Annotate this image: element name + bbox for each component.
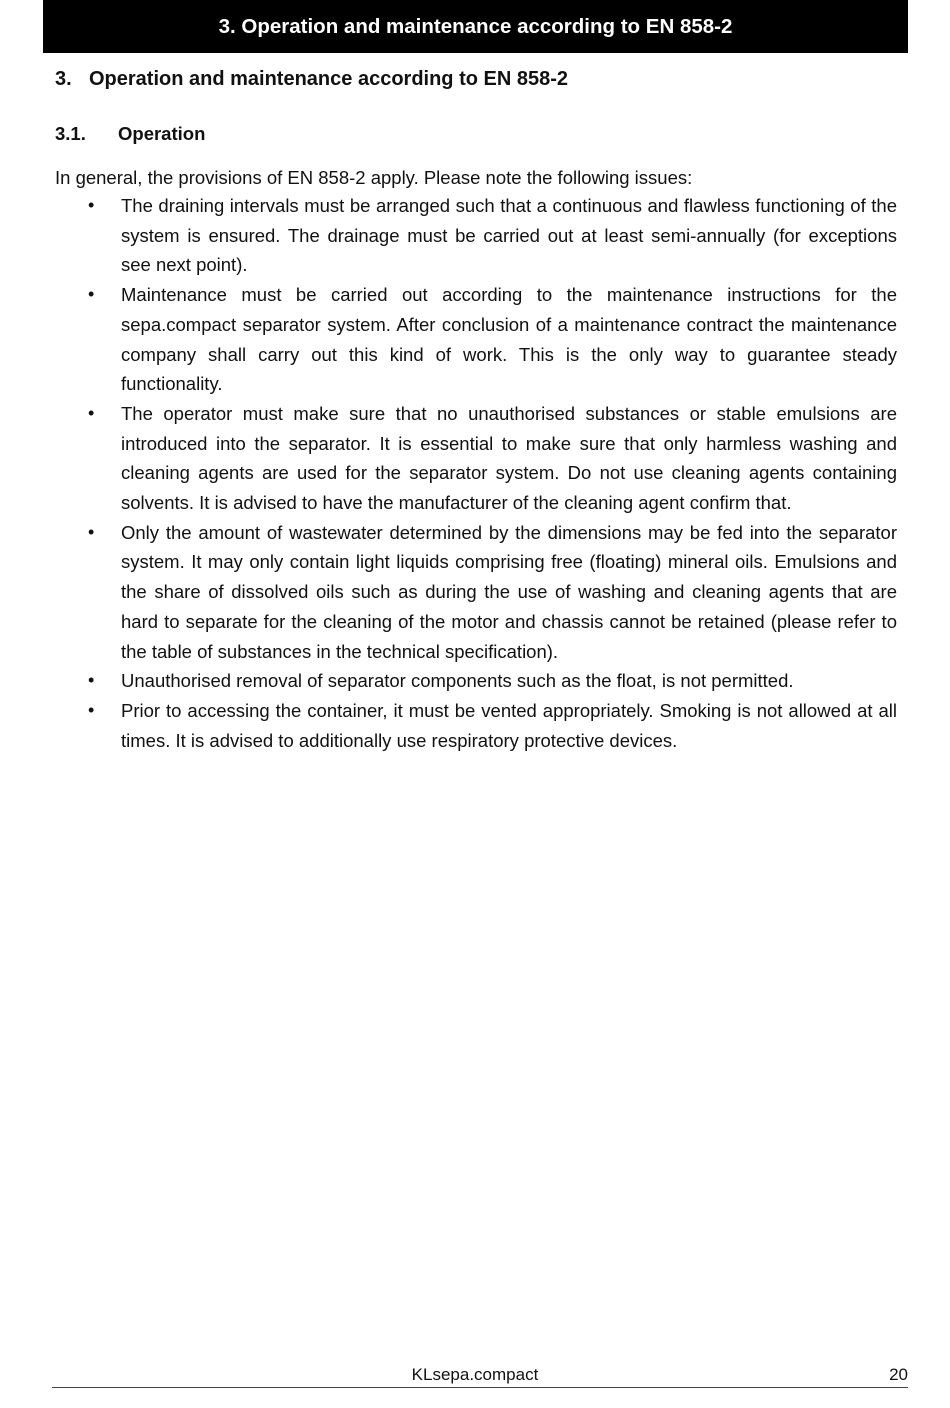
bullet-icon: • [88, 195, 95, 215]
page-header-bar [43, 0, 908, 53]
bullet-item [55, 191, 897, 280]
bullet-text: Unauthorised removal of separator components such as the float, is not permitted. [121, 670, 794, 692]
subsection-heading [55, 123, 205, 145]
bullet-item [55, 280, 897, 399]
bullet-item [55, 399, 897, 518]
section-number: 3. [55, 68, 72, 90]
bullet-text: The operator must make sure that no unauthorised substances or stable emulsions are introduced into the separator. It is essential to make sure that only harmless washing and cleaning agents are used for the separator system. Do not use cleaning agents containing solvents. It is advised to have the manufacturer of the cleaning agent confirm that. [121, 402, 897, 514]
bullet-text: The draining intervals must be arranged such that a continuous and flawless functioning of the system is ensured. The drainage must be carried out at least semi-annually (for exceptions see next point). [121, 195, 897, 276]
bullet-item [55, 696, 897, 755]
section-heading [55, 68, 568, 91]
bullet-text: Prior to accessing the container, it must be vented appropriately. Smoking is not allowed at all times. It is advised to additionally use respiratory protective devices. [121, 699, 897, 751]
section-title: Operation and maintenance according to EN 858-2 [89, 68, 569, 90]
bullet-icon: • [88, 670, 95, 691]
intro-paragraph: In general, the provisions of EN 858-2 apply. Please note the following issues: [55, 167, 693, 188]
bullet-icon: • [88, 699, 95, 720]
footer-page-number: 20 [889, 1365, 908, 1384]
bullet-text: Only the amount of wastewater determined by the dimensions may be fed into the separator system. It may only contain light liquids comprising free (floating) mineral oils. Emulsions and the share of dissolved oils such as during the use of washing and cleaning agents that are hard to separate for the cleaning of the motor and chassis cannot be retained (please refer to the table of substances in the technical specification). [121, 521, 897, 662]
subsection-number: 3.1. [55, 123, 86, 144]
bullet-icon: • [88, 284, 95, 305]
bullet-item [55, 666, 897, 696]
bullet-icon: • [88, 402, 95, 423]
bullet-list [55, 191, 897, 755]
bullet-item [55, 518, 897, 667]
page-header-title: 3. Operation and maintenance according to EN 858-2 [218, 14, 733, 38]
footer-divider [52, 1387, 908, 1388]
footer-product-name: KLsepa.compact [411, 1365, 539, 1384]
bullet-icon: • [88, 521, 95, 542]
subsection-title: Operation [118, 123, 206, 144]
bullet-text: Maintenance must be carried out according to the maintenance instructions for the sepa.compact separator system. After conclusion of a maintenance contract the maintenance company shall carry out this kind of work. This is the only way to guarantee steady functionality. [121, 284, 897, 395]
